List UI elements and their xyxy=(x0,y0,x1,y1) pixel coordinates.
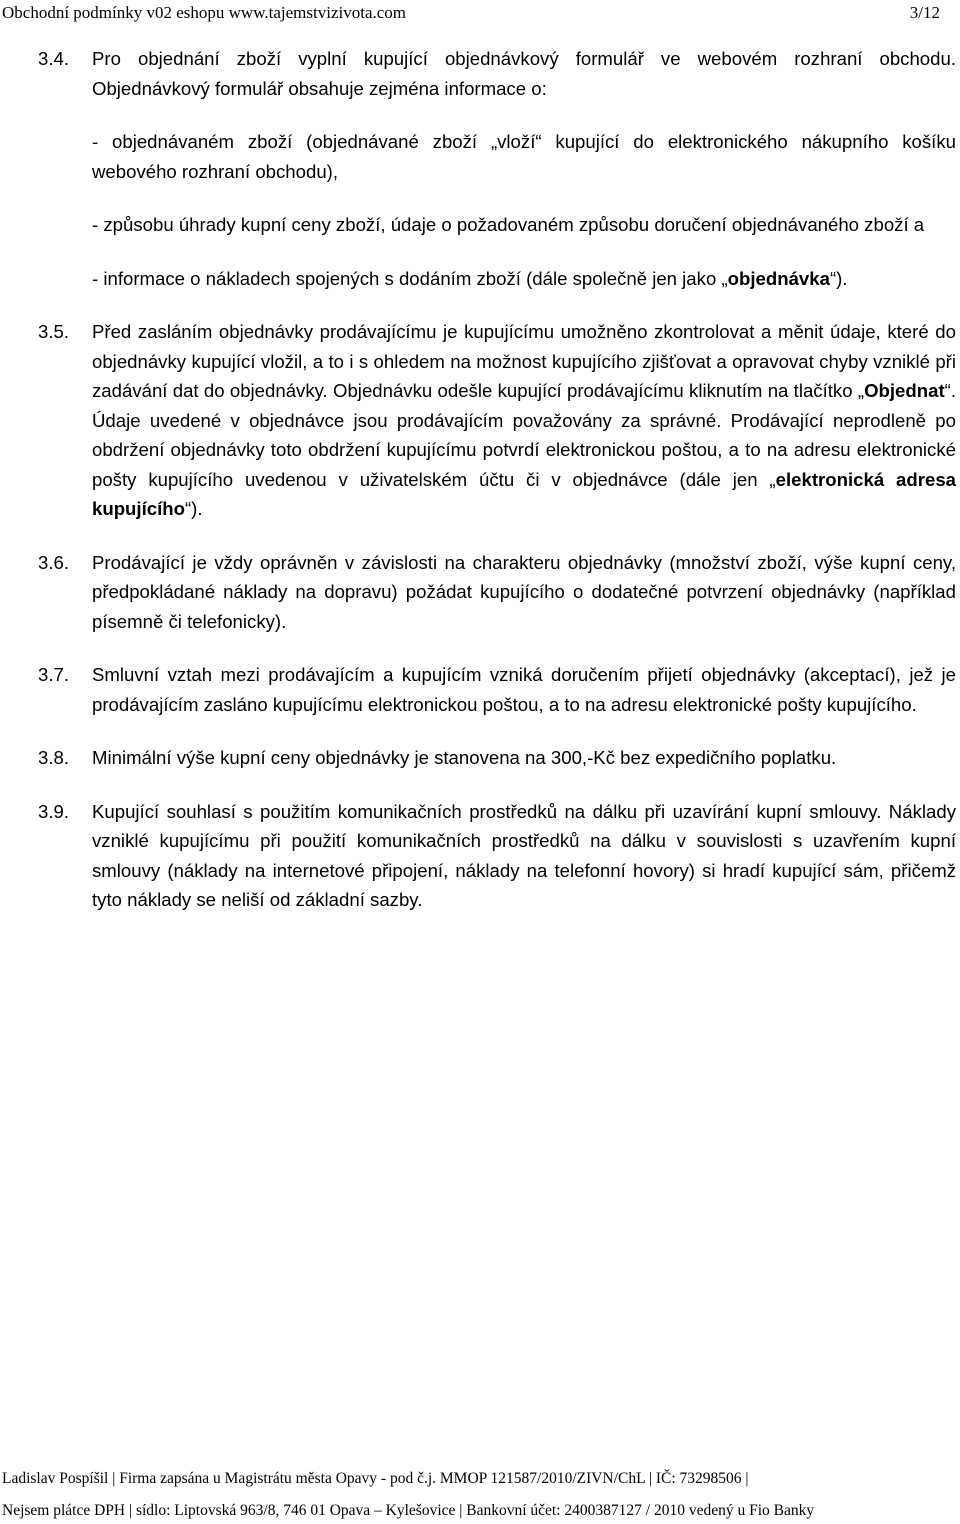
footer-address-info: Nejsem plátce DPH | sídlo: Liptovská 963/8, 746 01 Opava – Kylešovice | Bankovní účet: 2400387127 / 2010 vedený u Fio Banky xyxy=(2,1502,815,1519)
section-number: 3.8. xyxy=(38,747,70,768)
section-text: Prodávající je vždy oprávněn v závislosti na charakteru objednávky (množství zboží, výše kupní ceny, předpokládané náklady na dopravu) požádat kupujícího o dodatečné potvrzení objednávky (například písemně či telefonicky). xyxy=(92,551,956,632)
section-3-4 xyxy=(38,44,958,293)
section-number: 3.5. xyxy=(38,321,70,342)
document-title: Obchodní podmínky v02 eshopu www.tajemstvizivota.com xyxy=(2,3,407,22)
section-3-5 xyxy=(38,317,958,524)
section-text: Pro objednání zboží vyplní kupující objednávkový formulář ve webovém rozhraní obchodu. Objednávkový formulář obsahuje zejména informace o: xyxy=(92,48,956,99)
section-text: Minimální výše kupní ceny objednávky je stanovena na 300,-Kč bez expedičního poplatku. xyxy=(92,747,837,768)
list-item: - objednávaném zboží (objednávané zboží „vloží“ kupující do elektronického nákupního košíku webového rozhraní obchodu), xyxy=(92,131,956,182)
list-item: - způsobu úhrady kupní ceny zboží, údaje o požadovaném způsobu doručení objednávaného zboží a xyxy=(92,214,925,235)
section-number: 3.9. xyxy=(38,800,70,822)
term-elektronicka-adresa: elektronická adresa kupujícího xyxy=(92,468,956,519)
section-3-6 xyxy=(38,548,958,637)
page-number: 3/12 xyxy=(909,3,940,22)
section-3-7 xyxy=(38,660,958,719)
document-body xyxy=(38,44,958,915)
section-text: Před zasláním objednávky prodávajícímu je kupujícímu umožněno zkontrolovat a měnit údaje, které do objednávky kupující vložil, a to i s ohledem na možnost kupujícího zjišťovat a opravovat chyby vzniklé při zadávání dat do objednávky. Objednávku odešle kupující prodávajícímu kliknutím na tlačítko „Objednat“. Údaje uvedené v objednávce jsou prodávajícím považovány za správné. Prodávající neprodleně po obdržení objednávky toto obdržení kupujícímu potvrdí elektronickou poštou, a to na adresu elektronické pošty kupujícího uvedenou v uživatelském účtu či v objednávce (dále jen „elektronická adresa kupujícího“). xyxy=(92,321,956,519)
section-text: Kupující souhlasí s použitím komunikačních prostředků na dálku při uzavírání kupní smlouvy. Náklady vzniklé kupujícímu při použití komunikačních prostředků na dálku v souvislosti s uzavřením kupní smlouvy (náklady na internetové připojení, náklady na telefonní hovory) si hradí kupující sám, přičemž tyto náklady se neliší od základní sazby. xyxy=(92,800,956,910)
term-objednavka: objednávka xyxy=(727,267,830,289)
list-item: - informace o nákladech spojených s dodáním zboží (dále společně jen jako „objednávka“). xyxy=(92,267,848,289)
section-3-9 xyxy=(38,797,958,915)
section-number: 3.7. xyxy=(38,664,70,685)
page-header xyxy=(0,2,952,28)
section-number: 3.6. xyxy=(38,551,70,573)
section-number: 3.4. xyxy=(38,48,70,69)
section-3-8 xyxy=(38,743,958,773)
footer-company-info: Ladislav Pospíšil | Firma zapsána u Magistrátu města Opavy - pod č.j. MMOP 121587/2010/ZIVN/ChL | IČ: 73298506 | xyxy=(2,1470,749,1487)
section-text: Smluvní vztah mezi prodávajícím a kupujícím vzniká doručením přijetí objednávky (akceptací), jež je prodávajícím zasláno kupujícímu elektronickou poštou, a to na adresu elektronické pošty kupujícího. xyxy=(92,664,956,715)
term-objednat: Objednat xyxy=(864,380,945,401)
